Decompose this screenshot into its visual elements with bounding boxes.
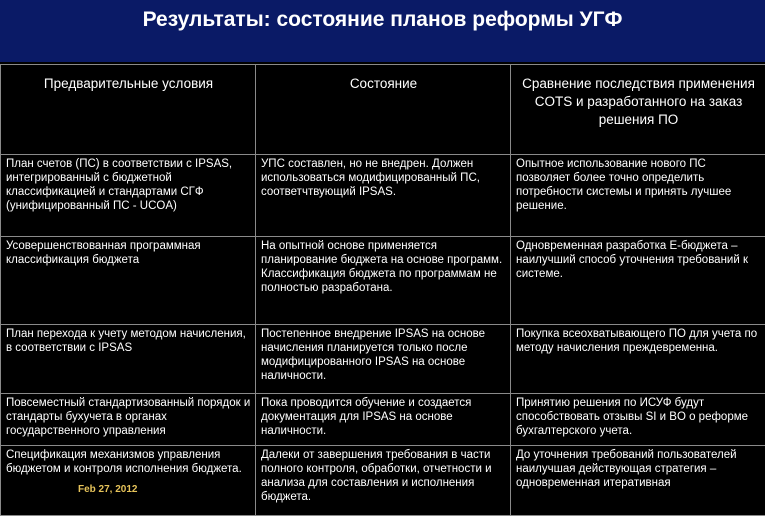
column-header-status: Состояние <box>256 65 511 155</box>
table-cell: Усовершенствованная программная классификация бюджета <box>1 237 256 325</box>
table-row <box>1 325 765 394</box>
reform-status-table <box>0 64 765 516</box>
table-cell: План перехода к учету методом начисления, в соответствии с IPSAS <box>1 325 256 394</box>
table-cell: Принятию решения по ИСУФ будут способствовать отзывы SI и BO о реформе бухгалтерского учета. <box>511 394 765 446</box>
column-header-preconditions: Предварительные условия <box>1 65 256 155</box>
table-header-row <box>1 65 765 155</box>
table-row <box>1 446 765 516</box>
table-cell: До уточнения требований пользователей наилучшая действующая стратегия – одновременная итеративная <box>511 446 765 516</box>
table-cell: УПС составлен, но не внедрен. Должен использоваться модифицированный ПС, соответчтвующий IPSAS. <box>256 155 511 237</box>
table-cell: На опытной основе применяется планирование бюджета на основе программ. Классификация бюджета по программам не полностью разработана. <box>256 237 511 325</box>
table-cell: Повсеместный стандартизованный порядок и стандарты бухучета в органах государственного управления <box>1 394 256 446</box>
title-bar <box>0 0 765 62</box>
table-row <box>1 237 765 325</box>
table-cell: Пока проводится обучение и создается документация для IPSAS на основе наличности. <box>256 394 511 446</box>
table-cell: План счетов (ПС) в соответствии с IPSAS, интегрированный с бюджетной классификацией и стандартами СГФ (унифицированный ПС - UCOA) <box>1 155 256 237</box>
table-cell: Спецификация механизмов управления бюджетом и контроля исполнения бюджета. <box>1 446 256 516</box>
slide-title: Результаты: состояние планов реформы УГФ <box>0 8 765 32</box>
table-cell: Опытное использование нового ПС позволяет более точно определить потребности системы и принять лучшее решение. <box>511 155 765 237</box>
table-cell: Покупка всеохватывающего ПО для учета по методу начисления преждевременна. <box>511 325 765 394</box>
table-cell: Постепенное внедрение IPSAS на основе начисления планируется только после модифицированного IPSAS на основе наличности. <box>256 325 511 394</box>
table-row <box>1 394 765 446</box>
table-row <box>1 155 765 237</box>
column-header-comparison: Сравнение последствия применения COTS и разработанного на заказ решения ПО <box>511 65 765 155</box>
table-cell: Далеки от завершения требования в части полного контроля, обработки, отчетности и анализа для составления и исполнения бюджета. <box>256 446 511 516</box>
footer-date: Feb 27, 2012 <box>78 484 137 495</box>
table-cell: Одновременная разработка Е-бюджета – наилучший способ уточнения требований к системе. <box>511 237 765 325</box>
